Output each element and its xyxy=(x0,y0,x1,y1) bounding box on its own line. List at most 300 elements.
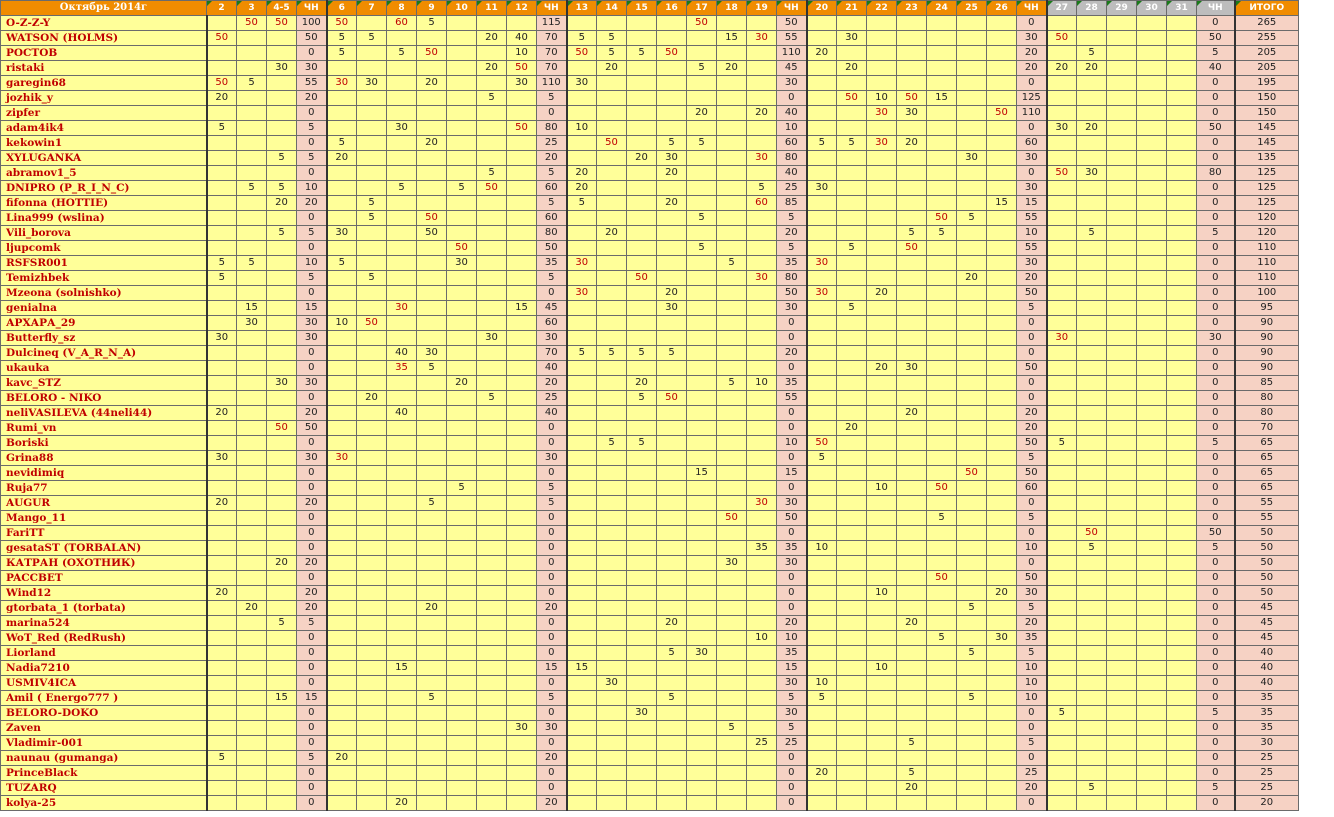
week-subtotal-cell: 5 xyxy=(1197,706,1235,721)
score-cell: 5 xyxy=(687,136,717,151)
score-cell xyxy=(207,691,237,706)
score-cell xyxy=(807,631,837,646)
score-cell xyxy=(807,706,837,721)
player-name: AUGUR xyxy=(1,496,207,511)
score-cell xyxy=(327,421,357,436)
score-cell xyxy=(417,436,447,451)
score-cell xyxy=(1107,286,1137,301)
score-cell xyxy=(1107,541,1137,556)
week-subtotal-cell: 0 xyxy=(1197,301,1235,316)
week-subtotal-cell: 35 xyxy=(537,256,567,271)
score-cell: 20 xyxy=(897,616,927,631)
score-cell xyxy=(567,391,597,406)
week-subtotal-cell: 50 xyxy=(1017,466,1047,481)
score-cell xyxy=(1137,391,1167,406)
score-cell xyxy=(1107,691,1137,706)
total-cell: 50 xyxy=(1235,526,1299,541)
score-cell xyxy=(327,286,357,301)
score-cell xyxy=(837,46,867,61)
score-cell xyxy=(957,91,987,106)
score-cell xyxy=(507,331,537,346)
week-subtotal-cell: 70 xyxy=(537,346,567,361)
score-cell xyxy=(597,256,627,271)
score-cell xyxy=(1107,451,1137,466)
column-header: ЧН xyxy=(537,1,567,16)
score-cell: 50 xyxy=(417,211,447,226)
column-header: 7 xyxy=(357,1,387,16)
week-subtotal-cell: 0 xyxy=(537,706,567,721)
score-cell xyxy=(927,676,957,691)
score-cell xyxy=(717,526,747,541)
score-cell xyxy=(927,166,957,181)
table-row xyxy=(1,136,1299,151)
score-cell: 5 xyxy=(1077,541,1107,556)
score-cell xyxy=(867,241,897,256)
score-cell xyxy=(897,271,927,286)
table-row xyxy=(1,481,1299,496)
score-cell xyxy=(747,586,777,601)
score-cell xyxy=(267,676,297,691)
table-row xyxy=(1,196,1299,211)
table-row xyxy=(1,466,1299,481)
score-cell xyxy=(477,511,507,526)
score-cell: 20 xyxy=(957,271,987,286)
score-cell xyxy=(1047,181,1077,196)
score-cell xyxy=(627,91,657,106)
score-cell xyxy=(1137,781,1167,796)
score-cell xyxy=(387,61,417,76)
score-cell xyxy=(927,466,957,481)
week-subtotal-cell: 50 xyxy=(1017,361,1047,376)
week-subtotal-cell: 0 xyxy=(1197,16,1235,31)
score-cell xyxy=(897,511,927,526)
score-cell xyxy=(837,466,867,481)
score-cell xyxy=(657,211,687,226)
score-cell xyxy=(627,721,657,736)
score-cell xyxy=(987,376,1017,391)
score-cell xyxy=(1047,541,1077,556)
score-cell xyxy=(447,361,477,376)
score-cell xyxy=(747,46,777,61)
score-cell xyxy=(927,796,957,811)
week-subtotal-cell: 10 xyxy=(777,436,807,451)
score-cell xyxy=(627,556,657,571)
score-cell xyxy=(597,646,627,661)
score-cell xyxy=(1107,76,1137,91)
week-subtotal-cell: 0 xyxy=(537,526,567,541)
score-cell: 15 xyxy=(267,691,297,706)
week-subtotal-cell: 30 xyxy=(1017,586,1047,601)
score-cell xyxy=(267,211,297,226)
week-subtotal-cell: 0 xyxy=(1197,481,1235,496)
score-cell xyxy=(957,16,987,31)
score-cell xyxy=(927,331,957,346)
week-subtotal-cell: 25 xyxy=(537,136,567,151)
score-cell xyxy=(1137,256,1167,271)
total-cell: 50 xyxy=(1235,586,1299,601)
score-cell xyxy=(717,406,747,421)
score-cell xyxy=(687,631,717,646)
week-subtotal-cell: 0 xyxy=(297,526,327,541)
score-cell xyxy=(237,616,267,631)
score-cell xyxy=(447,616,477,631)
score-cell xyxy=(1137,121,1167,136)
score-cell xyxy=(1107,466,1137,481)
score-cell xyxy=(1047,91,1077,106)
week-subtotal-cell: 5 xyxy=(1197,541,1235,556)
score-cell xyxy=(987,466,1017,481)
score-cell xyxy=(1107,661,1137,676)
score-cell: 10 xyxy=(567,121,597,136)
week-subtotal-cell: 20 xyxy=(1017,421,1047,436)
score-cell xyxy=(627,76,657,91)
score-cell xyxy=(957,781,987,796)
score-cell xyxy=(1107,706,1137,721)
score-cell xyxy=(1137,46,1167,61)
score-cell xyxy=(477,451,507,466)
column-header: 13 xyxy=(567,1,597,16)
week-subtotal-cell: 15 xyxy=(537,661,567,676)
score-cell xyxy=(957,541,987,556)
score-cell xyxy=(417,271,447,286)
score-cell xyxy=(957,436,987,451)
score-cell xyxy=(357,631,387,646)
score-cell xyxy=(1077,721,1107,736)
score-cell xyxy=(267,781,297,796)
score-cell xyxy=(597,541,627,556)
score-cell xyxy=(1137,766,1167,781)
score-cell xyxy=(447,391,477,406)
score-cell xyxy=(267,106,297,121)
week-subtotal-cell: 0 xyxy=(1017,346,1047,361)
score-cell xyxy=(747,241,777,256)
score-cell xyxy=(927,736,957,751)
score-cell xyxy=(417,196,447,211)
score-cell: 40 xyxy=(387,406,417,421)
score-cell xyxy=(897,661,927,676)
score-cell xyxy=(1167,736,1197,751)
score-cell xyxy=(1047,676,1077,691)
column-header: 20 xyxy=(807,1,837,16)
score-cell: 5 xyxy=(567,31,597,46)
score-cell xyxy=(627,691,657,706)
score-cell xyxy=(837,586,867,601)
score-cell xyxy=(207,571,237,586)
score-cell xyxy=(507,166,537,181)
score-cell xyxy=(717,316,747,331)
score-cell xyxy=(1167,451,1197,466)
score-cell xyxy=(1047,136,1077,151)
score-cell xyxy=(357,646,387,661)
score-cell xyxy=(417,661,447,676)
score-cell xyxy=(807,721,837,736)
score-cell xyxy=(1107,181,1137,196)
score-cell xyxy=(807,166,837,181)
score-cell xyxy=(507,796,537,811)
score-cell xyxy=(657,106,687,121)
score-cell xyxy=(807,556,837,571)
score-cell xyxy=(357,301,387,316)
score-cell xyxy=(1137,106,1167,121)
score-cell xyxy=(1107,736,1137,751)
score-cell xyxy=(477,616,507,631)
week-subtotal-cell: 15 xyxy=(297,301,327,316)
player-name: naunau (gumanga) xyxy=(1,751,207,766)
score-cell xyxy=(447,316,477,331)
score-cell: 50 xyxy=(207,31,237,46)
score-cell xyxy=(687,706,717,721)
score-cell xyxy=(267,631,297,646)
player-name: Ruja77 xyxy=(1,481,207,496)
score-cell: 5 xyxy=(597,436,627,451)
score-cell xyxy=(1047,466,1077,481)
week-subtotal-cell: 5 xyxy=(537,271,567,286)
score-cell: 5 xyxy=(807,451,837,466)
score-cell xyxy=(1137,736,1167,751)
score-cell xyxy=(687,601,717,616)
week-subtotal-cell: 100 xyxy=(297,16,327,31)
score-cell xyxy=(477,721,507,736)
score-cell xyxy=(507,511,537,526)
score-cell xyxy=(1077,421,1107,436)
score-cell: 30 xyxy=(597,676,627,691)
score-cell xyxy=(1137,406,1167,421)
score-cell xyxy=(1137,361,1167,376)
table-row xyxy=(1,376,1299,391)
table-row xyxy=(1,316,1299,331)
total-cell: 145 xyxy=(1235,121,1299,136)
score-cell xyxy=(327,391,357,406)
score-cell xyxy=(417,376,447,391)
week-subtotal-cell: 0 xyxy=(297,481,327,496)
score-cell: 50 xyxy=(627,271,657,286)
score-cell: 30 xyxy=(1077,166,1107,181)
score-cell xyxy=(747,691,777,706)
score-cell xyxy=(687,181,717,196)
score-cell xyxy=(897,181,927,196)
score-cell xyxy=(747,721,777,736)
player-name: PACCBET xyxy=(1,571,207,586)
week-subtotal-cell: 0 xyxy=(1197,721,1235,736)
score-cell: 30 xyxy=(897,106,927,121)
table-row xyxy=(1,601,1299,616)
score-cell xyxy=(747,331,777,346)
score-cell xyxy=(867,601,897,616)
score-cell xyxy=(477,346,507,361)
score-cell xyxy=(237,571,267,586)
score-cell xyxy=(1137,661,1167,676)
score-cell xyxy=(1047,361,1077,376)
score-cell xyxy=(447,226,477,241)
week-subtotal-cell: 0 xyxy=(777,586,807,601)
score-cell: 30 xyxy=(717,556,747,571)
column-header: 12 xyxy=(507,1,537,16)
score-cell xyxy=(207,721,237,736)
score-cell xyxy=(687,676,717,691)
total-cell: 65 xyxy=(1235,451,1299,466)
score-cell xyxy=(837,571,867,586)
score-cell xyxy=(717,391,747,406)
score-cell xyxy=(1077,151,1107,166)
score-cell xyxy=(597,616,627,631)
score-cell xyxy=(267,466,297,481)
score-cell: 30 xyxy=(897,361,927,376)
score-cell xyxy=(1077,406,1107,421)
score-cell xyxy=(837,106,867,121)
score-cell xyxy=(747,601,777,616)
score-cell xyxy=(1167,226,1197,241)
player-name: neliVASILEVA (44neli44) xyxy=(1,406,207,421)
score-cell: 20 xyxy=(207,406,237,421)
score-cell xyxy=(657,121,687,136)
score-cell xyxy=(567,601,597,616)
score-cell xyxy=(987,61,1017,76)
score-cell xyxy=(237,136,267,151)
score-cell xyxy=(327,571,357,586)
score-cell xyxy=(477,286,507,301)
score-cell xyxy=(387,526,417,541)
score-cell xyxy=(1077,76,1107,91)
score-cell xyxy=(837,751,867,766)
score-cell xyxy=(477,151,507,166)
score-cell xyxy=(597,316,627,331)
score-cell: 5 xyxy=(927,511,957,526)
score-cell xyxy=(897,601,927,616)
score-cell: 5 xyxy=(267,151,297,166)
score-cell xyxy=(597,526,627,541)
score-cell xyxy=(267,511,297,526)
score-cell xyxy=(987,121,1017,136)
week-subtotal-cell: 0 xyxy=(297,646,327,661)
score-cell: 5 xyxy=(717,256,747,271)
week-subtotal-cell: 0 xyxy=(777,481,807,496)
score-cell: 60 xyxy=(387,16,417,31)
score-cell xyxy=(507,91,537,106)
score-cell xyxy=(1137,796,1167,811)
score-cell xyxy=(1167,376,1197,391)
score-cell xyxy=(837,691,867,706)
score-cell xyxy=(477,121,507,136)
score-cell xyxy=(897,451,927,466)
score-cell xyxy=(567,631,597,646)
score-cell xyxy=(1137,436,1167,451)
score-cell xyxy=(597,691,627,706)
score-cell xyxy=(1167,196,1197,211)
score-cell xyxy=(987,76,1017,91)
score-cell xyxy=(927,46,957,61)
score-cell: 20 xyxy=(837,421,867,436)
score-cell xyxy=(1047,271,1077,286)
table-row xyxy=(1,346,1299,361)
score-cell xyxy=(1047,751,1077,766)
score-cell xyxy=(447,46,477,61)
player-name: Butterfly_sz xyxy=(1,331,207,346)
score-cell xyxy=(717,436,747,451)
score-cell xyxy=(657,481,687,496)
week-subtotal-cell: 20 xyxy=(777,226,807,241)
score-cell xyxy=(1107,316,1137,331)
total-cell: 95 xyxy=(1235,301,1299,316)
score-cell xyxy=(237,211,267,226)
score-cell xyxy=(507,496,537,511)
score-cell xyxy=(1167,151,1197,166)
score-cell xyxy=(867,301,897,316)
score-cell xyxy=(957,226,987,241)
week-subtotal-cell: 5 xyxy=(297,226,327,241)
score-cell xyxy=(387,91,417,106)
score-cell xyxy=(867,31,897,46)
table-row xyxy=(1,166,1299,181)
score-cell xyxy=(867,706,897,721)
score-cell xyxy=(867,421,897,436)
score-cell xyxy=(447,496,477,511)
score-cell xyxy=(417,391,447,406)
score-cell: 30 xyxy=(447,256,477,271)
column-header: 10 xyxy=(447,1,477,16)
score-cell: 20 xyxy=(477,31,507,46)
score-cell xyxy=(267,766,297,781)
score-cell xyxy=(957,136,987,151)
score-cell xyxy=(327,736,357,751)
total-cell: 45 xyxy=(1235,616,1299,631)
score-cell xyxy=(267,76,297,91)
score-cell xyxy=(417,706,447,721)
total-cell: 55 xyxy=(1235,511,1299,526)
week-subtotal-cell: 35 xyxy=(1017,631,1047,646)
player-name: garegin68 xyxy=(1,76,207,91)
score-cell xyxy=(867,721,897,736)
score-cell xyxy=(957,31,987,46)
score-cell xyxy=(867,496,897,511)
score-cell xyxy=(267,316,297,331)
score-cell xyxy=(807,226,837,241)
score-cell xyxy=(837,556,867,571)
score-cell: 5 xyxy=(267,181,297,196)
week-subtotal-cell: 0 xyxy=(777,421,807,436)
score-cell: 15 xyxy=(507,301,537,316)
score-cell xyxy=(1047,16,1077,31)
table-row xyxy=(1,301,1299,316)
week-subtotal-cell: 0 xyxy=(777,601,807,616)
score-cell xyxy=(237,196,267,211)
week-subtotal-cell: 5 xyxy=(297,271,327,286)
score-cell xyxy=(1167,586,1197,601)
score-cell xyxy=(327,436,357,451)
score-cell xyxy=(957,751,987,766)
score-cell xyxy=(387,676,417,691)
score-cell xyxy=(927,661,957,676)
score-cell xyxy=(687,691,717,706)
score-cell xyxy=(267,646,297,661)
score-cell xyxy=(1107,376,1137,391)
score-cell xyxy=(987,481,1017,496)
player-name: Temizhbek xyxy=(1,271,207,286)
score-cell xyxy=(687,721,717,736)
score-cell xyxy=(717,781,747,796)
score-cell xyxy=(387,571,417,586)
score-cell xyxy=(957,181,987,196)
header-row xyxy=(1,1,1299,16)
score-cell xyxy=(1137,466,1167,481)
score-cell xyxy=(357,16,387,31)
column-header: 16 xyxy=(657,1,687,16)
column-header: 27 xyxy=(1047,1,1077,16)
score-cell xyxy=(987,736,1017,751)
score-cell xyxy=(867,556,897,571)
week-subtotal-cell: 30 xyxy=(537,451,567,466)
score-cell xyxy=(867,61,897,76)
score-cell: 5 xyxy=(597,46,627,61)
